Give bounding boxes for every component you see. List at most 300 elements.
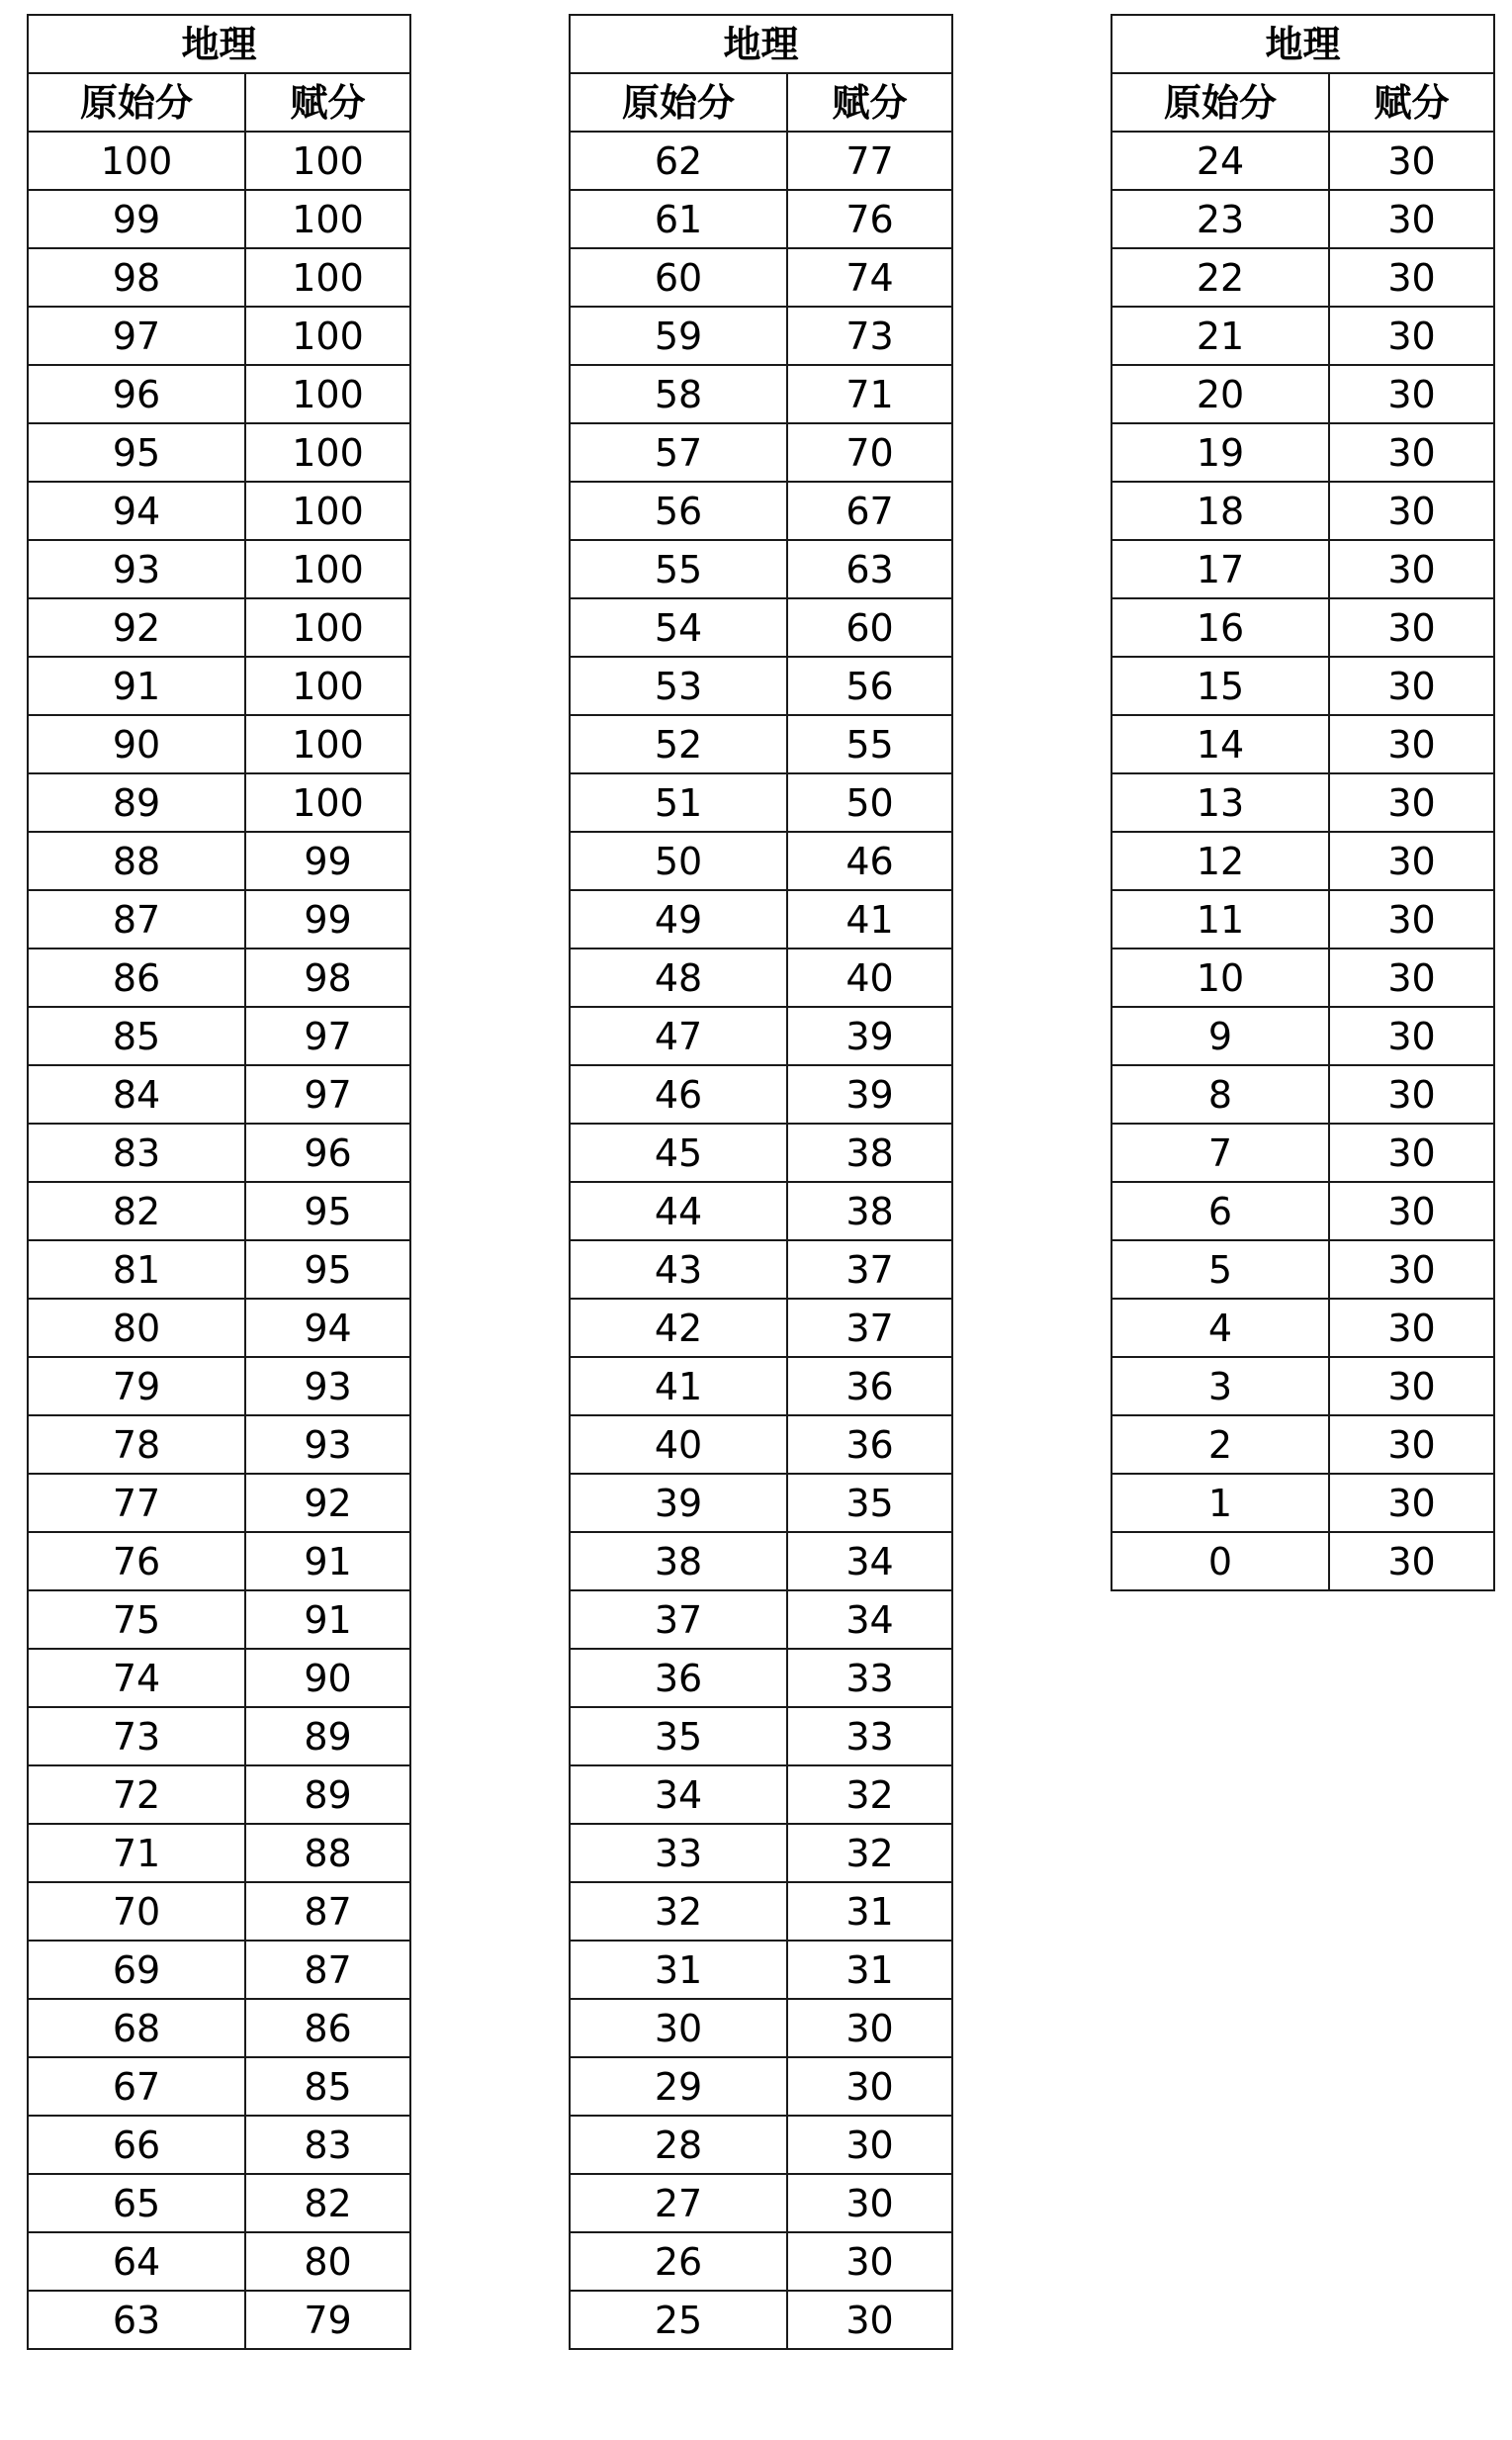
assigned-score-cell: 30 — [1329, 423, 1494, 482]
assigned-score-cell: 30 — [787, 2116, 952, 2174]
table-row — [1112, 132, 1494, 190]
table-row — [28, 2291, 410, 2349]
assigned-score-cell: 32 — [787, 1824, 952, 1882]
table-row — [570, 1240, 952, 1299]
raw-score-cell: 40 — [570, 1415, 787, 1474]
assigned-score-cell: 30 — [787, 2057, 952, 2116]
raw-score-cell: 8 — [1112, 1065, 1329, 1124]
raw-score-cell: 56 — [570, 482, 787, 540]
table-row — [28, 248, 410, 307]
assigned-score-cell: 34 — [787, 1532, 952, 1590]
raw-score-cell: 78 — [28, 1415, 245, 1474]
table-title: 地理 — [28, 15, 410, 73]
raw-score-cell: 49 — [570, 890, 787, 949]
raw-score-cell: 5 — [1112, 1240, 1329, 1299]
raw-score-cell: 76 — [28, 1532, 245, 1590]
assigned-score-cell: 80 — [245, 2232, 410, 2291]
raw-score-cell: 59 — [570, 307, 787, 365]
table-row — [28, 1007, 410, 1065]
assigned-score-cell: 30 — [1329, 1240, 1494, 1299]
raw-score-cell: 88 — [28, 832, 245, 890]
raw-score-cell: 22 — [1112, 248, 1329, 307]
assigned-score-cell: 30 — [1329, 540, 1494, 598]
table-row — [570, 2057, 952, 2116]
table-row — [570, 657, 952, 715]
table-row — [570, 132, 952, 190]
assigned-score-cell: 83 — [245, 2116, 410, 2174]
table-header-row — [570, 73, 952, 132]
raw-score-cell: 35 — [570, 1707, 787, 1765]
table-row — [28, 132, 410, 190]
table-row — [28, 1299, 410, 1357]
assigned-score-cell: 100 — [245, 715, 410, 773]
assigned-score-cell: 91 — [245, 1590, 410, 1649]
assigned-score-cell: 30 — [787, 1999, 952, 2057]
raw-score-cell: 14 — [1112, 715, 1329, 773]
table-row — [570, 1357, 952, 1415]
assigned-score-cell: 70 — [787, 423, 952, 482]
assigned-score-cell: 77 — [787, 132, 952, 190]
table-row — [28, 1707, 410, 1765]
raw-score-cell: 13 — [1112, 773, 1329, 832]
table-row — [570, 1007, 952, 1065]
table-row — [570, 1882, 952, 1941]
assigned-score-cell: 90 — [245, 1649, 410, 1707]
assigned-score-cell: 100 — [245, 423, 410, 482]
raw-score-cell: 52 — [570, 715, 787, 773]
raw-score-cell: 42 — [570, 1299, 787, 1357]
assigned-score-cell: 95 — [245, 1182, 410, 1240]
assigned-score-cell: 93 — [245, 1357, 410, 1415]
table-row — [28, 540, 410, 598]
table-row — [570, 190, 952, 248]
raw-score-cell: 37 — [570, 1590, 787, 1649]
raw-score-cell: 6 — [1112, 1182, 1329, 1240]
table-row — [28, 1649, 410, 1707]
table-row — [28, 1474, 410, 1532]
table-body — [570, 132, 952, 2349]
raw-score-header: 原始分 — [1112, 73, 1329, 132]
raw-score-cell: 60 — [570, 248, 787, 307]
assigned-score-cell: 99 — [245, 832, 410, 890]
assigned-score-cell: 30 — [1329, 132, 1494, 190]
table-row — [570, 1124, 952, 1182]
raw-score-cell: 86 — [28, 949, 245, 1007]
table-row — [28, 890, 410, 949]
assigned-score-cell: 30 — [1329, 949, 1494, 1007]
assigned-score-cell: 100 — [245, 598, 410, 657]
table-row — [28, 1415, 410, 1474]
raw-score-cell: 44 — [570, 1182, 787, 1240]
raw-score-cell: 10 — [1112, 949, 1329, 1007]
raw-score-cell: 71 — [28, 1824, 245, 1882]
assigned-score-cell: 30 — [1329, 598, 1494, 657]
assigned-score-cell: 30 — [1329, 773, 1494, 832]
assigned-score-cell: 30 — [1329, 1007, 1494, 1065]
assigned-score-header: 赋分 — [1329, 73, 1494, 132]
raw-score-cell: 51 — [570, 773, 787, 832]
assigned-score-cell: 30 — [1329, 1474, 1494, 1532]
raw-score-cell: 4 — [1112, 1299, 1329, 1357]
table-row — [1112, 1007, 1494, 1065]
assigned-score-cell: 86 — [245, 1999, 410, 2057]
raw-score-cell: 45 — [570, 1124, 787, 1182]
table-title-row — [570, 15, 952, 73]
raw-score-cell: 93 — [28, 540, 245, 598]
raw-score-cell: 66 — [28, 2116, 245, 2174]
raw-score-cell: 79 — [28, 1357, 245, 1415]
table-title-row — [1112, 15, 1494, 73]
assigned-score-cell: 94 — [245, 1299, 410, 1357]
assigned-score-cell: 30 — [1329, 307, 1494, 365]
table-row — [1112, 540, 1494, 598]
raw-score-cell: 0 — [1112, 1532, 1329, 1590]
raw-score-cell: 74 — [28, 1649, 245, 1707]
raw-score-cell: 97 — [28, 307, 245, 365]
table-row — [1112, 1182, 1494, 1240]
assigned-score-cell: 85 — [245, 2057, 410, 2116]
table-row — [570, 1065, 952, 1124]
table-row — [28, 2057, 410, 2116]
table-row — [28, 1240, 410, 1299]
raw-score-cell: 82 — [28, 1182, 245, 1240]
assigned-score-cell: 100 — [245, 190, 410, 248]
raw-score-cell: 96 — [28, 365, 245, 423]
table-row — [28, 1999, 410, 2057]
raw-score-cell: 81 — [28, 1240, 245, 1299]
table-header-row — [1112, 73, 1494, 132]
raw-score-cell: 50 — [570, 832, 787, 890]
table-row — [570, 1999, 952, 2057]
raw-score-cell: 63 — [28, 2291, 245, 2349]
table-row — [28, 832, 410, 890]
table-row — [570, 1824, 952, 1882]
raw-score-cell: 46 — [570, 1065, 787, 1124]
table-row — [570, 598, 952, 657]
table-row — [1112, 482, 1494, 540]
raw-score-header: 原始分 — [570, 73, 787, 132]
raw-score-cell: 98 — [28, 248, 245, 307]
assigned-score-cell: 98 — [245, 949, 410, 1007]
raw-score-cell: 11 — [1112, 890, 1329, 949]
raw-score-cell: 7 — [1112, 1124, 1329, 1182]
raw-score-cell: 94 — [28, 482, 245, 540]
table-row — [570, 832, 952, 890]
assigned-score-cell: 100 — [245, 773, 410, 832]
raw-score-cell: 19 — [1112, 423, 1329, 482]
assigned-score-cell: 30 — [1329, 1357, 1494, 1415]
raw-score-cell: 100 — [28, 132, 245, 190]
assigned-score-cell: 30 — [1329, 482, 1494, 540]
assigned-score-cell: 37 — [787, 1299, 952, 1357]
table-row — [28, 1765, 410, 1824]
table-row — [28, 949, 410, 1007]
table-row — [570, 1707, 952, 1765]
raw-score-cell: 34 — [570, 1765, 787, 1824]
assigned-score-cell: 99 — [245, 890, 410, 949]
raw-score-cell: 87 — [28, 890, 245, 949]
raw-score-cell: 70 — [28, 1882, 245, 1941]
assigned-score-cell: 89 — [245, 1765, 410, 1824]
raw-score-cell: 3 — [1112, 1357, 1329, 1415]
raw-score-cell: 36 — [570, 1649, 787, 1707]
table-row — [28, 190, 410, 248]
assigned-score-cell: 91 — [245, 1532, 410, 1590]
assigned-score-cell: 33 — [787, 1649, 952, 1707]
table-row — [28, 598, 410, 657]
table-row — [28, 1882, 410, 1941]
assigned-score-cell: 30 — [1329, 890, 1494, 949]
assigned-score-cell: 31 — [787, 1882, 952, 1941]
table-row — [28, 1065, 410, 1124]
table-row — [570, 1590, 952, 1649]
assigned-score-cell: 37 — [787, 1240, 952, 1299]
table-row — [28, 1532, 410, 1590]
assigned-score-cell: 73 — [787, 307, 952, 365]
raw-score-cell: 33 — [570, 1824, 787, 1882]
table-row — [570, 715, 952, 773]
table-row — [1112, 248, 1494, 307]
table-row — [28, 1590, 410, 1649]
assigned-score-cell: 36 — [787, 1415, 952, 1474]
assigned-score-cell: 41 — [787, 890, 952, 949]
assigned-score-cell: 30 — [1329, 190, 1494, 248]
table-row — [570, 248, 952, 307]
raw-score-cell: 67 — [28, 2057, 245, 2116]
assigned-score-cell: 87 — [245, 1941, 410, 1999]
assigned-score-cell: 79 — [245, 2291, 410, 2349]
table-row — [1112, 890, 1494, 949]
raw-score-cell: 18 — [1112, 482, 1329, 540]
raw-score-cell: 43 — [570, 1240, 787, 1299]
raw-score-cell: 61 — [570, 190, 787, 248]
table-row — [570, 482, 952, 540]
assigned-score-cell: 92 — [245, 1474, 410, 1532]
table-row — [570, 2232, 952, 2291]
raw-score-cell: 57 — [570, 423, 787, 482]
raw-score-cell: 77 — [28, 1474, 245, 1532]
table-row — [570, 307, 952, 365]
assigned-score-cell: 100 — [245, 365, 410, 423]
raw-score-cell: 54 — [570, 598, 787, 657]
table-row — [1112, 190, 1494, 248]
raw-score-cell: 75 — [28, 1590, 245, 1649]
raw-score-cell: 26 — [570, 2232, 787, 2291]
table-row — [570, 1182, 952, 1240]
assigned-score-cell: 39 — [787, 1065, 952, 1124]
table-row — [28, 657, 410, 715]
table-row — [1112, 1474, 1494, 1532]
table-row — [570, 1765, 952, 1824]
raw-score-cell: 21 — [1112, 307, 1329, 365]
assigned-score-cell: 30 — [1329, 365, 1494, 423]
assigned-score-cell: 30 — [1329, 715, 1494, 773]
table-row — [1112, 598, 1494, 657]
assigned-score-cell: 100 — [245, 248, 410, 307]
assigned-score-cell: 38 — [787, 1182, 952, 1240]
table-row — [570, 1299, 952, 1357]
table-row — [1112, 307, 1494, 365]
assigned-score-cell: 32 — [787, 1765, 952, 1824]
assigned-score-cell: 96 — [245, 1124, 410, 1182]
table-row — [28, 773, 410, 832]
raw-score-cell: 2 — [1112, 1415, 1329, 1474]
assigned-score-header: 赋分 — [245, 73, 410, 132]
raw-score-cell: 99 — [28, 190, 245, 248]
raw-score-cell: 1 — [1112, 1474, 1329, 1532]
assigned-score-cell: 55 — [787, 715, 952, 773]
raw-score-cell: 23 — [1112, 190, 1329, 248]
table-row — [1112, 1240, 1494, 1299]
assigned-score-cell: 30 — [787, 2232, 952, 2291]
raw-score-header: 原始分 — [28, 73, 245, 132]
raw-score-cell: 53 — [570, 657, 787, 715]
assigned-score-cell: 30 — [1329, 1182, 1494, 1240]
raw-score-cell: 12 — [1112, 832, 1329, 890]
raw-score-cell: 32 — [570, 1882, 787, 1941]
table-row — [1112, 1415, 1494, 1474]
assigned-score-cell: 71 — [787, 365, 952, 423]
table-row — [570, 773, 952, 832]
raw-score-cell: 91 — [28, 657, 245, 715]
raw-score-cell: 55 — [570, 540, 787, 598]
table-row — [28, 2232, 410, 2291]
assigned-score-cell: 56 — [787, 657, 952, 715]
table-title: 地理 — [570, 15, 952, 73]
assigned-score-cell: 30 — [1329, 1415, 1494, 1474]
table-body — [28, 132, 410, 2349]
table-row — [570, 1941, 952, 1999]
raw-score-cell: 95 — [28, 423, 245, 482]
raw-score-cell: 28 — [570, 2116, 787, 2174]
assigned-score-cell: 100 — [245, 132, 410, 190]
table-row — [1112, 365, 1494, 423]
table-row — [570, 423, 952, 482]
raw-score-cell: 25 — [570, 2291, 787, 2349]
assigned-score-cell: 30 — [787, 2174, 952, 2232]
table-row — [28, 365, 410, 423]
raw-score-cell: 92 — [28, 598, 245, 657]
raw-score-cell: 30 — [570, 1999, 787, 2057]
assigned-score-cell: 89 — [245, 1707, 410, 1765]
assigned-score-cell: 36 — [787, 1357, 952, 1415]
table-row — [1112, 1532, 1494, 1590]
assigned-score-cell: 100 — [245, 482, 410, 540]
table-row — [1112, 1299, 1494, 1357]
raw-score-cell: 20 — [1112, 365, 1329, 423]
raw-score-cell: 58 — [570, 365, 787, 423]
assigned-score-cell: 100 — [245, 657, 410, 715]
assigned-score-cell: 67 — [787, 482, 952, 540]
raw-score-cell: 69 — [28, 1941, 245, 1999]
raw-score-cell: 65 — [28, 2174, 245, 2232]
table-row — [570, 949, 952, 1007]
table-row — [28, 1357, 410, 1415]
table-row — [28, 482, 410, 540]
raw-score-cell: 39 — [570, 1474, 787, 1532]
table-row — [570, 890, 952, 949]
assigned-score-cell: 30 — [1329, 1124, 1494, 1182]
table-row — [1112, 773, 1494, 832]
assigned-score-cell: 40 — [787, 949, 952, 1007]
assigned-score-cell: 82 — [245, 2174, 410, 2232]
assigned-score-cell: 100 — [245, 307, 410, 365]
table-row — [570, 2174, 952, 2232]
table-row — [1112, 1065, 1494, 1124]
assigned-score-cell: 100 — [245, 540, 410, 598]
assigned-score-cell: 93 — [245, 1415, 410, 1474]
raw-score-cell: 48 — [570, 949, 787, 1007]
assigned-score-cell: 34 — [787, 1590, 952, 1649]
table-row — [1112, 715, 1494, 773]
table-row — [28, 1182, 410, 1240]
table-row — [570, 1532, 952, 1590]
table-row — [28, 307, 410, 365]
assigned-score-cell: 97 — [245, 1007, 410, 1065]
raw-score-cell: 29 — [570, 2057, 787, 2116]
table-body — [1112, 132, 1494, 1590]
table-header-row — [28, 73, 410, 132]
table-row — [28, 1824, 410, 1882]
table-row — [1112, 1124, 1494, 1182]
assigned-score-cell: 33 — [787, 1707, 952, 1765]
table-row — [570, 2291, 952, 2349]
assigned-score-cell: 30 — [1329, 657, 1494, 715]
assigned-score-cell: 95 — [245, 1240, 410, 1299]
table-row — [28, 1941, 410, 1999]
assigned-score-cell: 30 — [787, 2291, 952, 2349]
assigned-score-cell: 30 — [1329, 1299, 1494, 1357]
table-title-row — [28, 15, 410, 73]
assigned-score-cell: 63 — [787, 540, 952, 598]
table-row — [28, 2174, 410, 2232]
raw-score-cell: 31 — [570, 1941, 787, 1999]
table-row — [28, 1124, 410, 1182]
table-row — [28, 2116, 410, 2174]
assigned-score-cell: 97 — [245, 1065, 410, 1124]
table-row — [570, 1415, 952, 1474]
assigned-score-cell: 39 — [787, 1007, 952, 1065]
raw-score-cell: 72 — [28, 1765, 245, 1824]
assigned-score-cell: 30 — [1329, 832, 1494, 890]
raw-score-cell: 85 — [28, 1007, 245, 1065]
table-row — [570, 1474, 952, 1532]
score-table-2 — [569, 14, 953, 2350]
table-row — [28, 423, 410, 482]
table-row — [570, 1649, 952, 1707]
table-row — [1112, 1357, 1494, 1415]
raw-score-cell: 16 — [1112, 598, 1329, 657]
raw-score-cell: 80 — [28, 1299, 245, 1357]
assigned-score-cell: 30 — [1329, 1065, 1494, 1124]
assigned-score-cell: 50 — [787, 773, 952, 832]
raw-score-cell: 73 — [28, 1707, 245, 1765]
assigned-score-cell: 35 — [787, 1474, 952, 1532]
raw-score-cell: 68 — [28, 1999, 245, 2057]
assigned-score-cell: 31 — [787, 1941, 952, 1999]
assigned-score-cell: 30 — [1329, 248, 1494, 307]
raw-score-cell: 17 — [1112, 540, 1329, 598]
raw-score-cell: 89 — [28, 773, 245, 832]
assigned-score-cell: 38 — [787, 1124, 952, 1182]
raw-score-cell: 64 — [28, 2232, 245, 2291]
raw-score-cell: 84 — [28, 1065, 245, 1124]
table-row — [1112, 949, 1494, 1007]
score-table-1 — [27, 14, 411, 2350]
table-title: 地理 — [1112, 15, 1494, 73]
raw-score-cell: 27 — [570, 2174, 787, 2232]
table-row — [1112, 832, 1494, 890]
